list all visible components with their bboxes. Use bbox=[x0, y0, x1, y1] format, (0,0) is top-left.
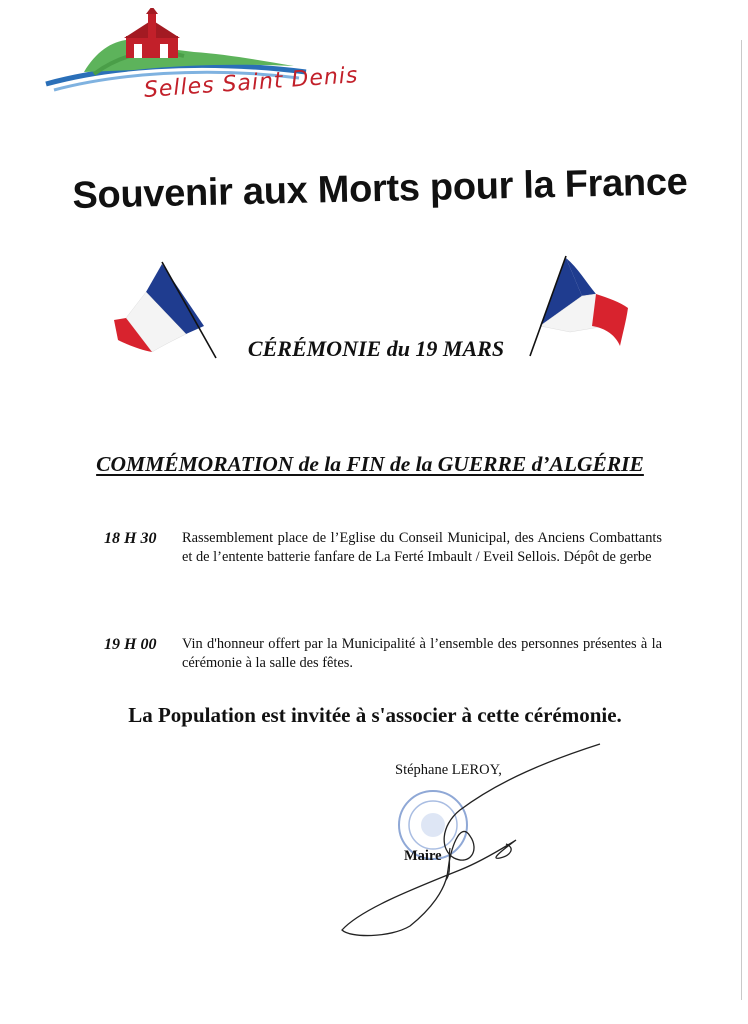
commemoration-heading: COMMÉMORATION de la FIN de la GUERRE d’ALGÉRIE bbox=[96, 452, 644, 476]
invitation-text: La Population est invitée à s'associer à cette cérémonie. bbox=[128, 703, 622, 727]
french-flag-right-icon bbox=[526, 252, 636, 362]
french-flag-left-icon bbox=[112, 252, 222, 362]
signer-role: Maire bbox=[404, 848, 442, 864]
schedule-description: Rassemblement place de l’Eglise du Conseil Municipal, des Anciens Combattants et de l’entente batterie fanfare de La Ferté Imbault / Eveil Sellois. Dépôt de gerbe bbox=[182, 530, 662, 565]
logo-text: Selles Saint Denis bbox=[143, 63, 360, 103]
schedule-time: 18 H 30 bbox=[104, 530, 157, 547]
signer-name: Stéphane LEROY, bbox=[395, 762, 502, 778]
page-title: Souvenir aux Morts pour la France bbox=[72, 161, 688, 217]
handwritten-signature-icon bbox=[330, 740, 630, 940]
ceremony-heading: CÉRÉMONIE du 19 MARS bbox=[247, 336, 505, 361]
schedule-time: 19 H 00 bbox=[104, 636, 157, 653]
schedule-description: Vin d'honneur offert par la Municipalité à l’ensemble des personnes présentes à la cérémonie à la salle des fêtes. bbox=[182, 636, 662, 671]
town-logo bbox=[44, 8, 360, 108]
page-edge bbox=[741, 40, 742, 1000]
